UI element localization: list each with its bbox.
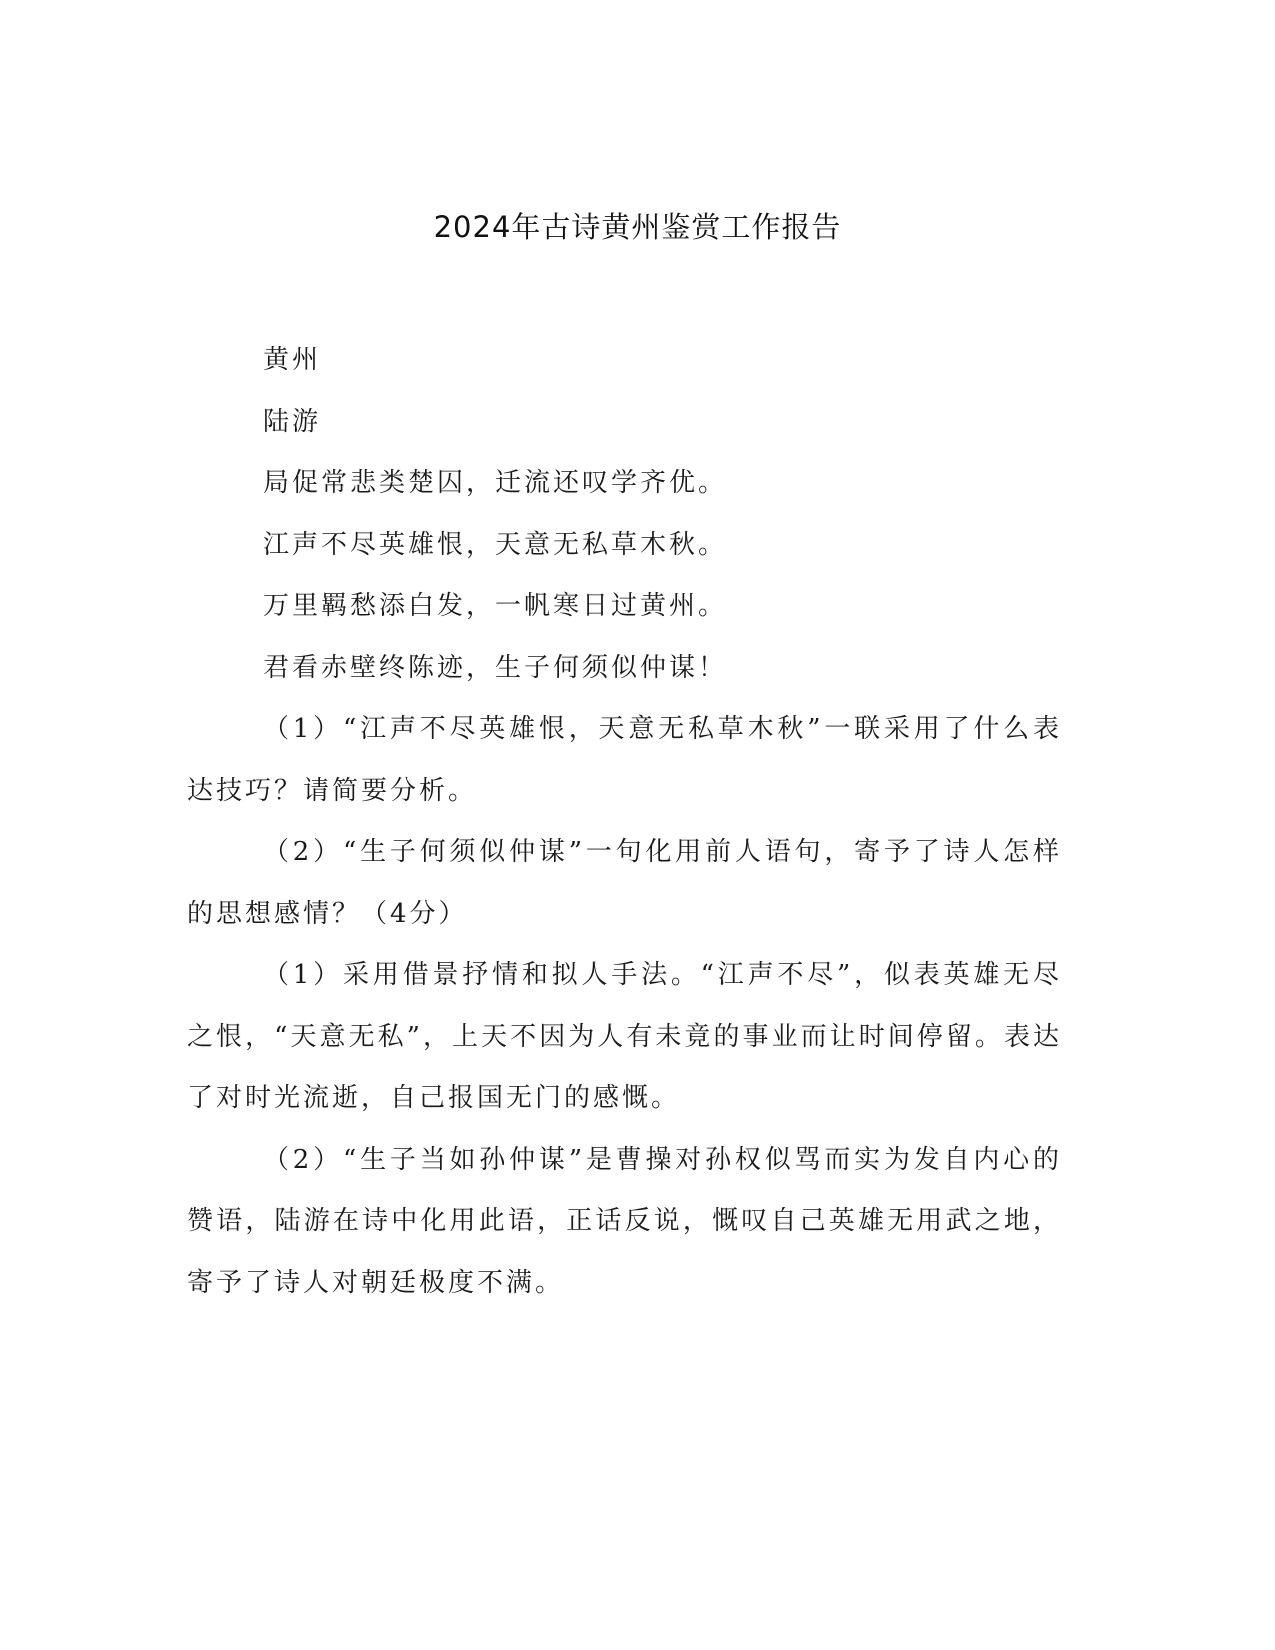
document-body: [187, 330, 1062, 1314]
poem-line: 君看赤壁终陈迹，生子何须似仲谋！: [263, 652, 728, 683]
poem-line: 万里羁愁添白发，一帆寒日过黄州。: [263, 591, 728, 621]
poem-line: 局促常悲类楚囚，迁流还叹学齐优。: [263, 468, 728, 498]
question-2: （2）“生子何须似仲谋”一句化用前人语句，寄予了诗人怎样的思想感情？（4分）: [187, 837, 1062, 929]
poem-title: 黄州: [263, 345, 322, 375]
page-title: 2024年古诗黄州鉴赏工作报告: [433, 210, 842, 244]
poem-author: 陆游: [263, 406, 322, 437]
question-1: （1）“江声不尽英雄恨，天意无私草木秋”一联采用了什么表达技巧？请简要分析。: [187, 714, 1062, 806]
answer-2: （2）“生子当如孙仲谋”是曹操对孙权似骂而实为发自内心的赞语，陆游在诗中化用此语，正话反说，慨叹自己英雄无用武之地，寄予了诗人对朝廷极度不满。: [187, 1144, 1062, 1298]
poem-line: 江声不尽英雄恨，天意无私草木秋。: [263, 529, 728, 560]
answer-1: （1）采用借景抒情和拟人手法。“江声不尽”，似表英雄无尽之恨，“天意无私”，上天不因为人有未竟的事业而让时间停留。表达了对时光流逝，自己报国无门的感慨。: [187, 960, 1062, 1113]
